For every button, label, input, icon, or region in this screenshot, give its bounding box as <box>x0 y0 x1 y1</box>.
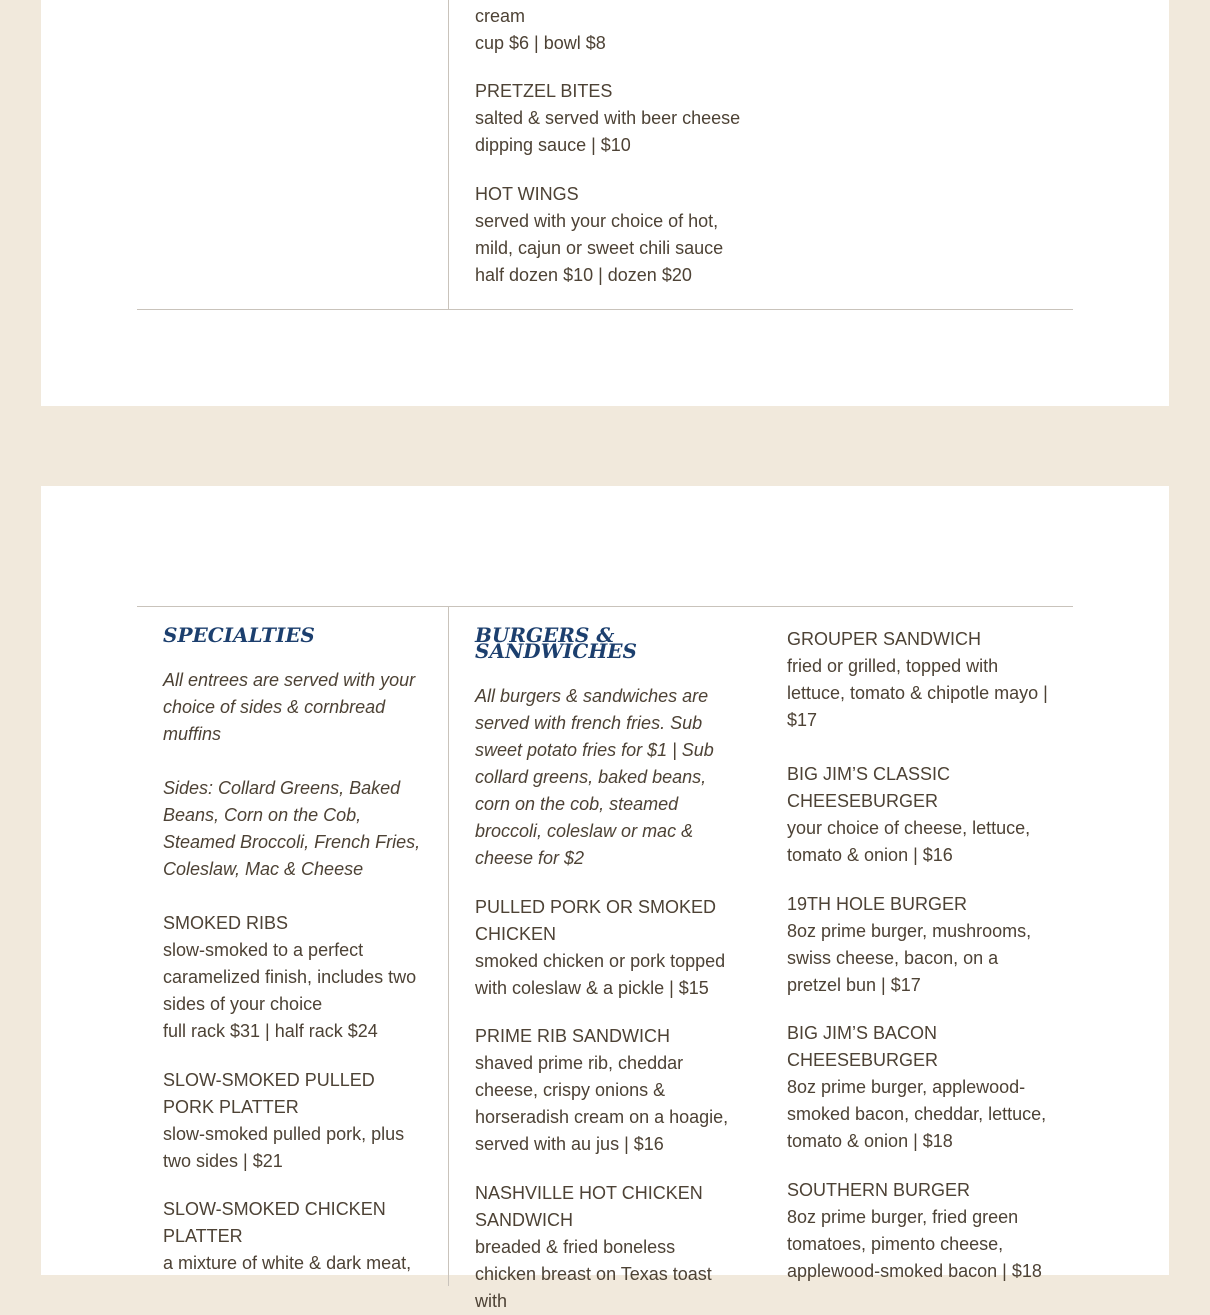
column-divider <box>448 606 449 1286</box>
item-price: half dozen $10 | dozen $20 <box>475 265 692 285</box>
item-name: PRIME RIB SANDWICH <box>475 1026 671 1046</box>
menu-item-pretzel-bites <box>475 78 745 159</box>
sides-note: Sides: Collard Greens, Baked Beans, Corn on the Cob, Steamed Broccoli, French Fries, Coleslaw, Mac & Cheese <box>163 778 421 879</box>
item-name: GROUPER SANDWICH <box>787 629 982 649</box>
item-description: 8oz prime burger, mushrooms, swiss cheese, bacon, on a pretzel bun | $17 <box>787 921 1032 995</box>
menu-item-classic-cheeseburger <box>787 761 1051 869</box>
menu-item-pulled-pork-platter <box>163 1067 425 1175</box>
chowder-item-tail <box>475 3 745 57</box>
item-name: SMOKED RIBS <box>163 913 289 933</box>
item-name: BIG JIM’S BACON CHEESEBURGER <box>787 1023 939 1070</box>
entrees-panel <box>41 486 1169 1311</box>
item-description: cream <box>475 6 526 26</box>
item-description: slow-smoked pulled pork, plus two sides | $21 <box>163 1124 405 1171</box>
item-name: 19TH HOLE BURGER <box>787 894 968 914</box>
column-divider <box>448 0 449 309</box>
item-description: a mixture of white & dark meat, <box>163 1253 412 1273</box>
burgers-heading: BURGERS & SANDWICHES <box>475 623 637 663</box>
item-name: PULLED PORK OR SMOKED CHICKEN <box>475 897 717 944</box>
item-name: PRETZEL BITES <box>475 81 613 101</box>
item-price: full rack $31 | half rack $24 <box>163 1021 378 1041</box>
specialties-heading: SPECIALTIES <box>163 623 315 647</box>
section-divider <box>137 309 1073 310</box>
burgers-column <box>475 623 739 1315</box>
menu-item-chicken-platter <box>163 1196 425 1277</box>
item-description: 8oz prime burger, fried green tomatoes, pimento cheese, applewood-smoked bacon | $18 <box>787 1207 1042 1281</box>
menu-item-nashville-hot-chicken <box>475 1180 739 1315</box>
item-name: HOT WINGS <box>475 184 579 204</box>
menu-item-pulled-pork-sandwich <box>475 894 739 1002</box>
item-description: slow-smoked to a perfect caramelized finish, includes two sides of your choice <box>163 940 417 1014</box>
item-name: SLOW-SMOKED PULLED PORK PLATTER <box>163 1070 375 1117</box>
menu-item-bacon-cheeseburger <box>787 1020 1051 1155</box>
menu-item-southern-burger <box>787 1177 1051 1285</box>
burgers-note: All burgers & sandwiches are served with french fries. Sub sweet potato fries for $1 | Sub collard greens, baked beans, corn on the cob, steamed broccoli, coleslaw or mac & cheese for $2 <box>475 686 714 868</box>
appetizers-column <box>475 3 745 289</box>
item-name: NASHVILLE HOT CHICKEN SANDWICH <box>475 1183 703 1230</box>
item-name: SLOW-SMOKED CHICKEN PLATTER <box>163 1199 386 1246</box>
item-description: fried or grilled, topped with lettuce, tomato & chipotle mayo | $17 <box>787 656 1048 730</box>
menu-item-grouper-sandwich <box>787 626 1051 734</box>
item-price: cup $6 | bowl $8 <box>475 33 606 53</box>
menu-item-prime-rib-sandwich <box>475 1023 739 1158</box>
item-description: your choice of cheese, lettuce, tomato & onion | $16 <box>787 818 1031 865</box>
item-description: breaded & fried boneless chicken breast on Texas toast with <box>475 1237 712 1311</box>
specialties-note: All entrees are served with your choice of sides & cornbread muffins <box>163 670 416 744</box>
appetizers-panel <box>41 0 1169 406</box>
item-description: shaved prime rib, cheddar cheese, crispy onions & horseradish cream on a hoagie, served with au jus | $16 <box>475 1053 729 1154</box>
menu-item-smoked-ribs <box>163 910 425 1045</box>
section-divider <box>137 606 1073 607</box>
specialties-column <box>163 623 425 1277</box>
menu-item-19th-hole-burger <box>787 891 1051 999</box>
item-description: salted & served with beer cheese dipping sauce | $10 <box>475 108 741 155</box>
item-description: served with your choice of hot, mild, cajun or sweet chili sauce <box>475 211 724 258</box>
item-name: BIG JIM’S CLASSIC CHEESEBURGER <box>787 764 951 811</box>
more-burgers-column <box>787 626 1051 1285</box>
item-description: smoked chicken or pork topped with coleslaw & a pickle | $15 <box>475 951 726 998</box>
item-name: SOUTHERN BURGER <box>787 1180 971 1200</box>
item-description: 8oz prime burger, applewood-smoked bacon, cheddar, lettuce, tomato & onion | $18 <box>787 1077 1047 1151</box>
menu-item-hot-wings <box>475 181 745 289</box>
